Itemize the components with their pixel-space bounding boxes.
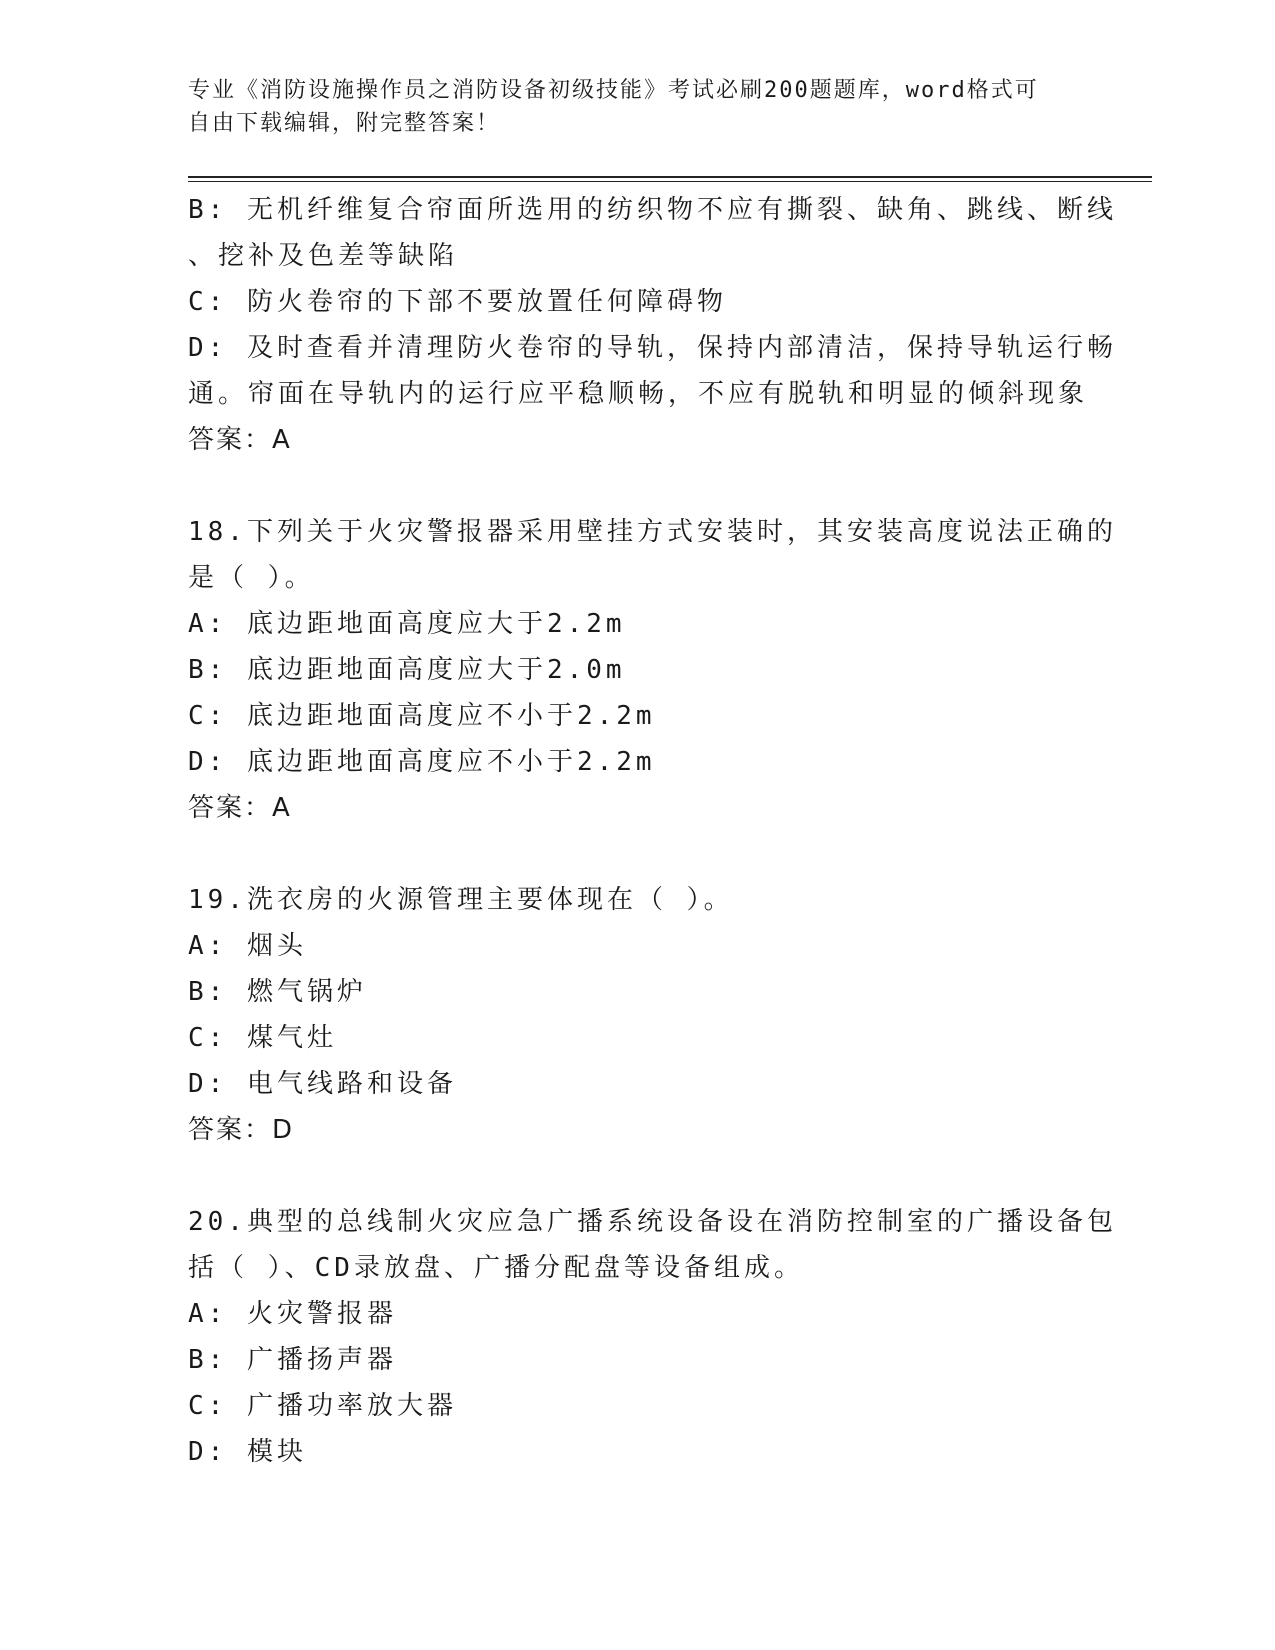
option-c: C: 煤气灶 — [188, 1023, 337, 1053]
option-c: C: 底边距地面高度应不小于2.2m — [188, 701, 656, 731]
option-b-line-2: 、挖补及色差等缺陷 — [188, 241, 459, 271]
document-body — [188, 187, 1117, 1475]
option-d: D: 模块 — [188, 1437, 307, 1467]
option-d-line-2: 通。帘面在导轨内的运行应平稳顺畅，不应有脱轨和明显的倾斜现象 — [188, 379, 1089, 409]
answer: 答案：D — [188, 1115, 295, 1145]
spacer — [188, 1153, 1088, 1199]
question-stem-line-1: 20.典型的总线制火灾应急广播系统设备设在消防控制室的广播设备包 — [188, 1207, 1117, 1237]
question-stem-line-1: 18.下列关于火灾警报器采用壁挂方式安装时，其安装高度说法正确的 — [188, 517, 1117, 547]
option-a: A: 火灾警报器 — [188, 1299, 397, 1329]
question-stem: 19.洗衣房的火源管理主要体现在（ ）。 — [188, 885, 734, 915]
option-b: B: 燃气锅炉 — [188, 977, 367, 1007]
question-20 — [188, 1199, 1117, 1475]
option-a: A: 烟头 — [188, 931, 307, 961]
spacer — [188, 831, 1088, 877]
question-stem-line-2: 括（ ）、CD录放盘、广播分配盘等设备组成。 — [188, 1253, 804, 1283]
question-17-continued — [188, 187, 1117, 463]
answer: 答案：A — [188, 425, 292, 455]
option-d-line-1: D: 及时查看并清理防火卷帘的导轨，保持内部清洁，保持导轨运行畅 — [188, 333, 1117, 363]
option-b-line-1: B: 无机纤维复合帘面所选用的纺织物不应有撕裂、缺角、跳线、断线 — [188, 195, 1117, 225]
option-a: A: 底边距地面高度应大于2.2m — [188, 609, 626, 639]
option-c: C: 广播功率放大器 — [188, 1391, 457, 1421]
option-c: C: 防火卷帘的下部不要放置任何障碍物 — [188, 287, 727, 317]
answer: 答案：A — [188, 793, 292, 823]
option-b: B: 底边距地面高度应大于2.0m — [188, 655, 626, 685]
document-header — [188, 74, 1088, 140]
header-line-2: 自由下载编辑，附完整答案！ — [188, 111, 501, 136]
question-18 — [188, 509, 1117, 831]
header-divider — [188, 176, 1152, 182]
option-d: D: 底边距地面高度应不小于2.2m — [188, 747, 656, 777]
option-d: D: 电气线路和设备 — [188, 1069, 457, 1099]
option-b: B: 广播扬声器 — [188, 1345, 397, 1375]
spacer — [188, 463, 1088, 509]
header-line-1: 专业《消防设施操作员之消防设备初级技能》考试必刷200题题库，word格式可 — [188, 78, 1039, 103]
question-19 — [188, 877, 1088, 1153]
question-stem-line-2: 是（ ）。 — [188, 563, 315, 593]
